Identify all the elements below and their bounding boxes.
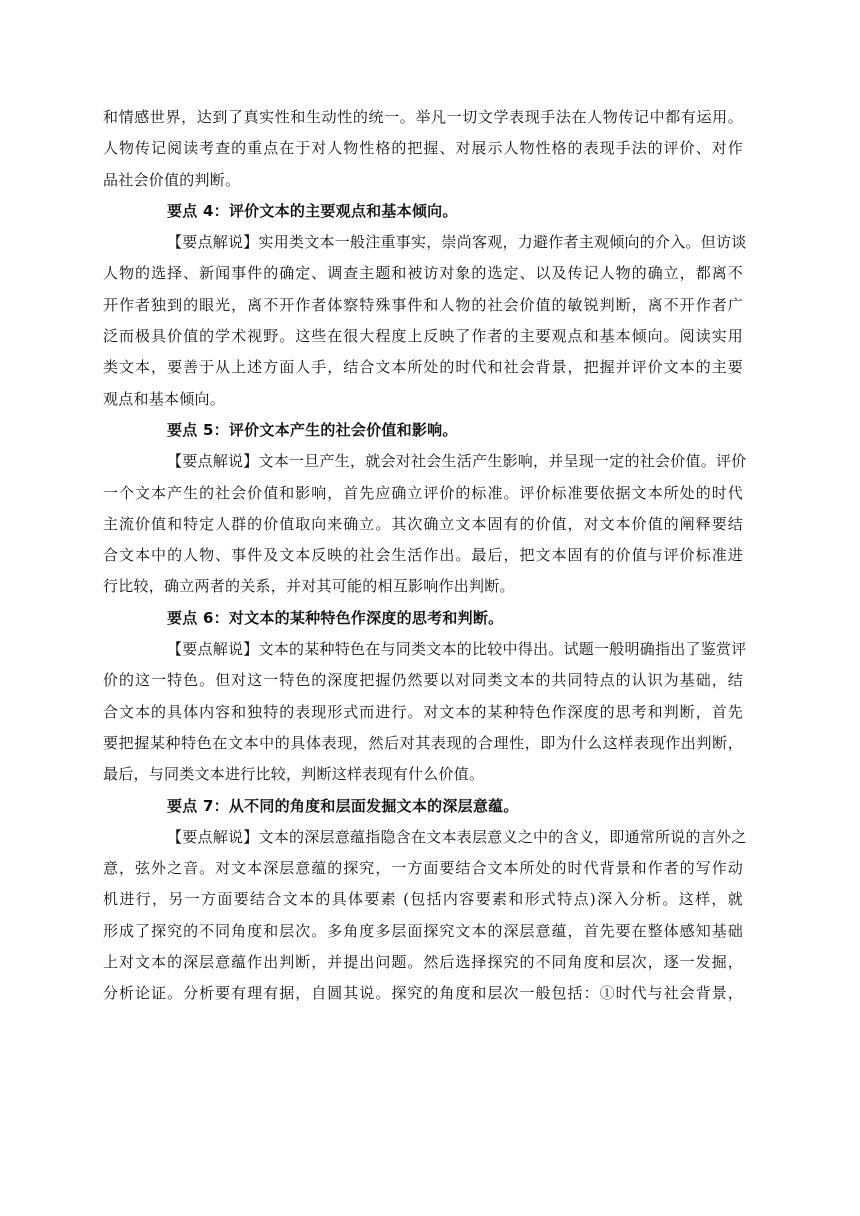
paragraph-line: 分析论证。分析要有理有据，自圆其说。探究的角度和层次一般包括：①时代与社会背景，	[103, 984, 743, 1003]
paragraph-line: 意，弦外之音。对文本深层意蕴的探究，一方面要结合文本所处的时代背景和作者的写作动	[103, 859, 743, 878]
paragraph-line: 人物传记阅读考查的重点在于对人物性格的把握、对展示人物性格的表现手法的评价、对作	[103, 139, 743, 158]
paragraph-line: 【要点解说】实用类文本一般注重事实，崇尚客观，力避作者主观倾向的介入。但访谈	[167, 233, 747, 252]
document-page	[103, 102, 747, 1010]
paragraph-line: 观点和基本倾向。	[103, 389, 226, 408]
section-point-6	[103, 603, 747, 791]
paragraph-line: 形成了探究的不同角度和层次。多角度多层面探究文本的深层意蕴，首先要在整体感知基础	[103, 921, 743, 940]
paragraph-line: 【要点解说】文本的深层意蕴指隐含在文本表层意义之中的含义，即通常所说的言外之	[167, 827, 747, 846]
paragraph-line: 行比较，确立两者的关系，并对其可能的相互影响作出判断。	[103, 577, 515, 596]
paragraph-line: 【要点解说】文本一旦产生，就会对社会生活产生影响，并呈现一定的社会价值。评价	[167, 452, 747, 471]
paragraph-line: 最后，与同类文本进行比较，判断这样表现有什么价值。	[103, 765, 485, 784]
paragraph-line: 要把握某种特色在文本中的具体表现，然后对其表现的合理性，即为什么这样表现作出判断，	[103, 733, 743, 752]
paragraph-line: 品社会价值的判断。	[103, 170, 241, 189]
paragraph-line: 一个文本产生的社会价值和影响，首先应确立评价的标准。评价标准要依据文本所处的时代	[103, 483, 743, 502]
paragraph-line: 机进行，另一方面要结合文本的具体要素 (包括内容要素和形式特点)深入分析。这样，就	[103, 890, 743, 909]
paragraph-line: 类文本，要善于从上述方面人手，结合文本所处的时代和社会背景，把握并评价文本的主要	[103, 358, 743, 377]
paragraph-line: 【要点解说】文本的某种特色在与同类文本的比较中得出。试题一般明确指出了鉴赏评	[167, 640, 747, 659]
section-heading: 要点 6：对文本的某种特色作深度的思考和判断。	[167, 608, 504, 627]
section-heading: 要点 7：从不同的角度和层面发掘文本的深层意蕴。	[167, 796, 519, 815]
paragraph-line: 开作者独到的眼光，离不开作者体察特殊事件和人物的社会价值的敏锐判断，离不开作者广	[103, 295, 743, 314]
section-heading: 要点 5：评价文本产生的社会价值和影响。	[167, 420, 458, 439]
section-point-5	[103, 415, 747, 603]
paragraph-line: 上对文本的深层意蕴作出判断，并提出问题。然后选择探究的不同角度和层次，逐一发掘，	[103, 953, 743, 972]
section-point-7	[103, 791, 747, 1010]
paragraph-line: 人物的选择、新闻事件的确定、调查主题和被访对象的选定、以及传记人物的确立，都离不	[103, 264, 743, 283]
section-heading: 要点 4：评价文本的主要观点和基本倾向。	[167, 201, 458, 220]
paragraph-line: 价的这一特色。但对这一特色的深度把握仍然要以对同类文本的共同特点的认识为基础，结	[103, 671, 743, 690]
paragraph-line: 主流价值和特定人群的价值取向来确立。其次确立文本固有的价值，对文本价值的阐释要结	[103, 514, 743, 533]
paragraph-line: 合文本中的人物、事件及文本反映的社会生活作出。最后，把文本固有的价值与评价标准进	[103, 546, 743, 565]
intro-paragraph	[103, 102, 743, 196]
section-point-4	[103, 196, 747, 415]
paragraph-line: 泛而极具价值的学术视野。这些在很大程度上反映了作者的主要观点和基本倾向。阅读实用	[103, 327, 743, 346]
paragraph-line: 合文本的具体内容和独特的表现形式而进行。对文本的某种特色作深度的思考和判断，首先	[103, 702, 743, 721]
paragraph-line: 和情感世界，达到了真实性和生动性的统一。举凡一切文学表现手法在人物传记中都有运用。	[103, 108, 743, 126]
